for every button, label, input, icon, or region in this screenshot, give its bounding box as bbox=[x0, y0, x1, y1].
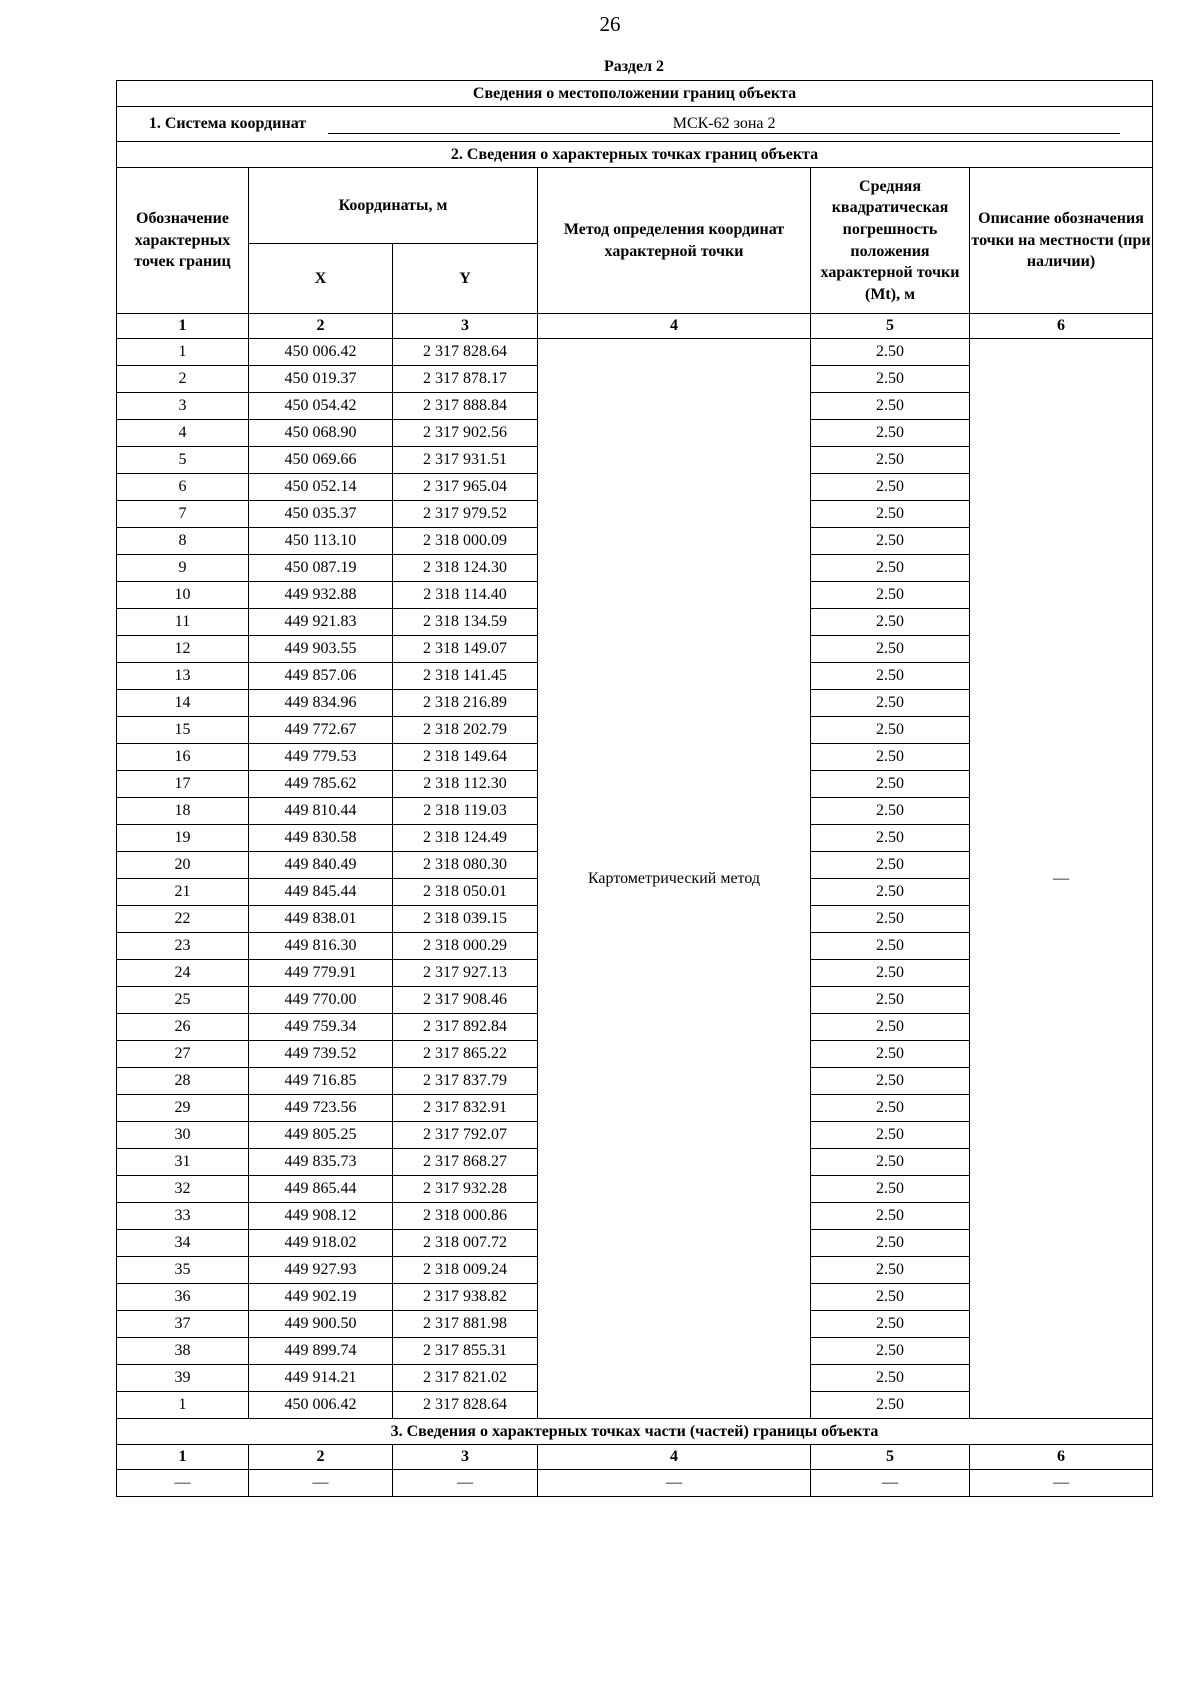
point-y: 2 318 216.89 bbox=[393, 690, 538, 717]
point-y: 2 318 119.03 bbox=[393, 798, 538, 825]
page-number: 26 bbox=[599, 12, 621, 36]
point-error: 2.50 bbox=[811, 1392, 970, 1419]
point-x: 449 772.67 bbox=[249, 717, 393, 744]
point-error: 2.50 bbox=[811, 1068, 970, 1095]
point-y: 2 318 112.30 bbox=[393, 771, 538, 798]
point-x: 449 816.30 bbox=[249, 933, 393, 960]
point-number: 17 bbox=[117, 771, 249, 798]
point-y: 2 317 932.28 bbox=[393, 1176, 538, 1203]
point-y: 2 317 892.84 bbox=[393, 1014, 538, 1041]
column-number: 3 bbox=[393, 314, 538, 339]
point-number: 39 bbox=[117, 1365, 249, 1392]
point-number: 38 bbox=[117, 1338, 249, 1365]
column-numbers-row bbox=[117, 314, 1153, 339]
point-error: 2.50 bbox=[811, 663, 970, 690]
point-error: 2.50 bbox=[811, 1338, 970, 1365]
point-number: 23 bbox=[117, 933, 249, 960]
point-x: 449 759.34 bbox=[249, 1014, 393, 1041]
point-number: 6 bbox=[117, 474, 249, 501]
header-coordinates: Координаты, м bbox=[249, 168, 538, 244]
point-x: 450 019.37 bbox=[249, 366, 393, 393]
point-y: 2 317 979.52 bbox=[393, 501, 538, 528]
point-x: 450 052.14 bbox=[249, 474, 393, 501]
dash-cell: — bbox=[970, 1470, 1153, 1497]
point-y: 2 317 837.79 bbox=[393, 1068, 538, 1095]
point-error: 2.50 bbox=[811, 582, 970, 609]
point-y: 2 317 868.27 bbox=[393, 1149, 538, 1176]
column-number: 6 bbox=[970, 1445, 1153, 1470]
point-y: 2 317 908.46 bbox=[393, 987, 538, 1014]
point-x: 449 927.93 bbox=[249, 1257, 393, 1284]
point-y: 2 318 124.49 bbox=[393, 825, 538, 852]
point-error: 2.50 bbox=[811, 1365, 970, 1392]
point-number: 30 bbox=[117, 1122, 249, 1149]
point-y: 2 318 009.24 bbox=[393, 1257, 538, 1284]
header-x: X bbox=[249, 244, 393, 314]
point-y: 2 317 965.04 bbox=[393, 474, 538, 501]
point-number: 36 bbox=[117, 1284, 249, 1311]
column-number: 4 bbox=[538, 314, 811, 339]
point-number: 16 bbox=[117, 744, 249, 771]
method-cell: Картометрический метод bbox=[538, 339, 811, 1419]
point-x: 449 779.91 bbox=[249, 960, 393, 987]
column-number: 2 bbox=[249, 1445, 393, 1470]
point-x: 449 835.73 bbox=[249, 1149, 393, 1176]
point-error: 2.50 bbox=[811, 879, 970, 906]
header-y: Y bbox=[393, 244, 538, 314]
point-x: 450 006.42 bbox=[249, 339, 393, 366]
point-y: 2 318 007.72 bbox=[393, 1230, 538, 1257]
point-number: 1 bbox=[117, 339, 249, 366]
point-y: 2 318 000.86 bbox=[393, 1203, 538, 1230]
point-y: 2 318 000.29 bbox=[393, 933, 538, 960]
point-error: 2.50 bbox=[811, 771, 970, 798]
point-x: 449 830.58 bbox=[249, 825, 393, 852]
header-description: Описание обозначения точки на местности (при наличии) bbox=[970, 168, 1153, 314]
column-number: 1 bbox=[117, 1445, 249, 1470]
point-error: 2.50 bbox=[811, 798, 970, 825]
point-error: 2.50 bbox=[811, 393, 970, 420]
point-y: 2 317 821.02 bbox=[393, 1365, 538, 1392]
point-x: 449 834.96 bbox=[249, 690, 393, 717]
point-x: 449 723.56 bbox=[249, 1095, 393, 1122]
point-x: 450 113.10 bbox=[249, 528, 393, 555]
point-y: 2 317 832.91 bbox=[393, 1095, 538, 1122]
point-y: 2 318 080.30 bbox=[393, 852, 538, 879]
point-error: 2.50 bbox=[811, 1122, 970, 1149]
point-number: 21 bbox=[117, 879, 249, 906]
point-error: 2.50 bbox=[811, 717, 970, 744]
header-method: Метод определения координат характерной точки bbox=[538, 168, 811, 314]
point-number: 35 bbox=[117, 1257, 249, 1284]
point-y: 2 317 792.07 bbox=[393, 1122, 538, 1149]
dash-cell: — bbox=[393, 1470, 538, 1497]
point-number: 4 bbox=[117, 420, 249, 447]
point-x: 450 006.42 bbox=[249, 1392, 393, 1419]
point-number: 15 bbox=[117, 717, 249, 744]
point-y: 2 317 878.17 bbox=[393, 366, 538, 393]
point-y: 2 317 938.82 bbox=[393, 1284, 538, 1311]
point-x: 449 845.44 bbox=[249, 879, 393, 906]
point-number: 14 bbox=[117, 690, 249, 717]
point-error: 2.50 bbox=[811, 636, 970, 663]
dash-cell: — bbox=[249, 1470, 393, 1497]
table-row bbox=[117, 339, 1153, 366]
point-y: 2 318 050.01 bbox=[393, 879, 538, 906]
point-y: 2 317 828.64 bbox=[393, 339, 538, 366]
part3-row bbox=[117, 1470, 1153, 1497]
point-x: 450 069.66 bbox=[249, 447, 393, 474]
point-x: 449 914.21 bbox=[249, 1365, 393, 1392]
point-y: 2 317 888.84 bbox=[393, 393, 538, 420]
point-number: 27 bbox=[117, 1041, 249, 1068]
point-number: 9 bbox=[117, 555, 249, 582]
point-number: 20 bbox=[117, 852, 249, 879]
point-error: 2.50 bbox=[811, 960, 970, 987]
column-number: 6 bbox=[970, 314, 1153, 339]
point-number: 7 bbox=[117, 501, 249, 528]
point-x: 450 054.42 bbox=[249, 393, 393, 420]
coord-system-value: МСК-62 зона 2 bbox=[328, 115, 1120, 134]
point-x: 449 865.44 bbox=[249, 1176, 393, 1203]
point-number: 25 bbox=[117, 987, 249, 1014]
column-number: 3 bbox=[393, 1445, 538, 1470]
point-number: 1 bbox=[117, 1392, 249, 1419]
point-error: 2.50 bbox=[811, 1014, 970, 1041]
point-number: 33 bbox=[117, 1203, 249, 1230]
point-error: 2.50 bbox=[811, 1095, 970, 1122]
column-number: 2 bbox=[249, 314, 393, 339]
point-error: 2.50 bbox=[811, 609, 970, 636]
point-error: 2.50 bbox=[811, 987, 970, 1014]
point-x: 449 838.01 bbox=[249, 906, 393, 933]
dash-cell: — bbox=[538, 1470, 811, 1497]
point-y: 2 318 149.07 bbox=[393, 636, 538, 663]
point-number: 10 bbox=[117, 582, 249, 609]
point-x: 449 921.83 bbox=[249, 609, 393, 636]
point-y: 2 318 202.79 bbox=[393, 717, 538, 744]
point-y: 2 317 927.13 bbox=[393, 960, 538, 987]
point-x: 449 716.85 bbox=[249, 1068, 393, 1095]
point-x: 450 087.19 bbox=[249, 555, 393, 582]
point-error: 2.50 bbox=[811, 1257, 970, 1284]
point-error: 2.50 bbox=[811, 1311, 970, 1338]
section-title: Раздел 2 bbox=[603, 58, 665, 75]
point-x: 449 900.50 bbox=[249, 1311, 393, 1338]
point-number: 11 bbox=[117, 609, 249, 636]
point-error: 2.50 bbox=[811, 933, 970, 960]
coord-system-label: 1. Система координат bbox=[148, 114, 307, 132]
point-error: 2.50 bbox=[811, 1203, 970, 1230]
point-number: 31 bbox=[117, 1149, 249, 1176]
header-error: Средняя квадратическая погрешность положения характерной точки (Mt), м bbox=[811, 168, 970, 314]
table-title: Сведения о местоположении границ объекта bbox=[117, 81, 1153, 107]
point-y: 2 317 855.31 bbox=[393, 1338, 538, 1365]
point-x: 450 068.90 bbox=[249, 420, 393, 447]
part3-column-numbers-row bbox=[117, 1445, 1153, 1470]
point-error: 2.50 bbox=[811, 474, 970, 501]
point-y: 2 317 902.56 bbox=[393, 420, 538, 447]
point-x: 449 840.49 bbox=[249, 852, 393, 879]
point-x: 449 918.02 bbox=[249, 1230, 393, 1257]
point-number: 26 bbox=[117, 1014, 249, 1041]
dash-cell: — bbox=[811, 1470, 970, 1497]
point-x: 449 785.62 bbox=[249, 771, 393, 798]
point-y: 2 317 828.64 bbox=[393, 1392, 538, 1419]
point-error: 2.50 bbox=[811, 1041, 970, 1068]
point-y: 2 318 141.45 bbox=[393, 663, 538, 690]
column-number: 4 bbox=[538, 1445, 811, 1470]
point-error: 2.50 bbox=[811, 339, 970, 366]
point-number: 28 bbox=[117, 1068, 249, 1095]
point-error: 2.50 bbox=[811, 366, 970, 393]
point-y: 2 318 124.30 bbox=[393, 555, 538, 582]
point-error: 2.50 bbox=[811, 555, 970, 582]
point-y: 2 317 865.22 bbox=[393, 1041, 538, 1068]
point-number: 12 bbox=[117, 636, 249, 663]
point-number: 34 bbox=[117, 1230, 249, 1257]
point-x: 449 932.88 bbox=[249, 582, 393, 609]
column-number: 1 bbox=[117, 314, 249, 339]
point-number: 8 bbox=[117, 528, 249, 555]
point-x: 449 810.44 bbox=[249, 798, 393, 825]
point-x: 449 899.74 bbox=[249, 1338, 393, 1365]
point-error: 2.50 bbox=[811, 690, 970, 717]
description-cell: — bbox=[970, 339, 1153, 1419]
point-number: 5 bbox=[117, 447, 249, 474]
point-error: 2.50 bbox=[811, 420, 970, 447]
point-error: 2.50 bbox=[811, 1284, 970, 1311]
point-x: 450 035.37 bbox=[249, 501, 393, 528]
point-x: 449 903.55 bbox=[249, 636, 393, 663]
point-error: 2.50 bbox=[811, 447, 970, 474]
point-number: 18 bbox=[117, 798, 249, 825]
point-y: 2 318 000.09 bbox=[393, 528, 538, 555]
point-number: 37 bbox=[117, 1311, 249, 1338]
column-number: 5 bbox=[811, 314, 970, 339]
point-error: 2.50 bbox=[811, 501, 970, 528]
point-y: 2 318 134.59 bbox=[393, 609, 538, 636]
column-number: 5 bbox=[811, 1445, 970, 1470]
point-y: 2 318 114.40 bbox=[393, 582, 538, 609]
point-x: 449 857.06 bbox=[249, 663, 393, 690]
point-x: 449 908.12 bbox=[249, 1203, 393, 1230]
dash-cell: — bbox=[117, 1470, 249, 1497]
point-error: 2.50 bbox=[811, 1176, 970, 1203]
point-y: 2 317 881.98 bbox=[393, 1311, 538, 1338]
point-x: 449 902.19 bbox=[249, 1284, 393, 1311]
point-error: 2.50 bbox=[811, 825, 970, 852]
part2-title: 2. Сведения о характерных точках границ объекта bbox=[117, 142, 1153, 168]
coord-system-row bbox=[117, 107, 1153, 142]
point-x: 449 779.53 bbox=[249, 744, 393, 771]
point-x: 449 770.00 bbox=[249, 987, 393, 1014]
point-error: 2.50 bbox=[811, 906, 970, 933]
point-error: 2.50 bbox=[811, 528, 970, 555]
point-x: 449 805.25 bbox=[249, 1122, 393, 1149]
point-error: 2.50 bbox=[811, 1230, 970, 1257]
point-y: 2 318 039.15 bbox=[393, 906, 538, 933]
point-error: 2.50 bbox=[811, 744, 970, 771]
point-y: 2 318 149.64 bbox=[393, 744, 538, 771]
point-number: 3 bbox=[117, 393, 249, 420]
point-number: 2 bbox=[117, 366, 249, 393]
point-x: 449 739.52 bbox=[249, 1041, 393, 1068]
point-y: 2 317 931.51 bbox=[393, 447, 538, 474]
boundary-table bbox=[116, 80, 1153, 1497]
point-number: 32 bbox=[117, 1176, 249, 1203]
point-error: 2.50 bbox=[811, 1149, 970, 1176]
point-number: 19 bbox=[117, 825, 249, 852]
header-designation: Обозначение характерных точек границ bbox=[117, 168, 249, 314]
point-number: 13 bbox=[117, 663, 249, 690]
point-error: 2.50 bbox=[811, 852, 970, 879]
part3-title: 3. Сведения о характерных точках части (частей) границы объекта bbox=[117, 1419, 1153, 1445]
point-number: 22 bbox=[117, 906, 249, 933]
point-number: 29 bbox=[117, 1095, 249, 1122]
point-number: 24 bbox=[117, 960, 249, 987]
